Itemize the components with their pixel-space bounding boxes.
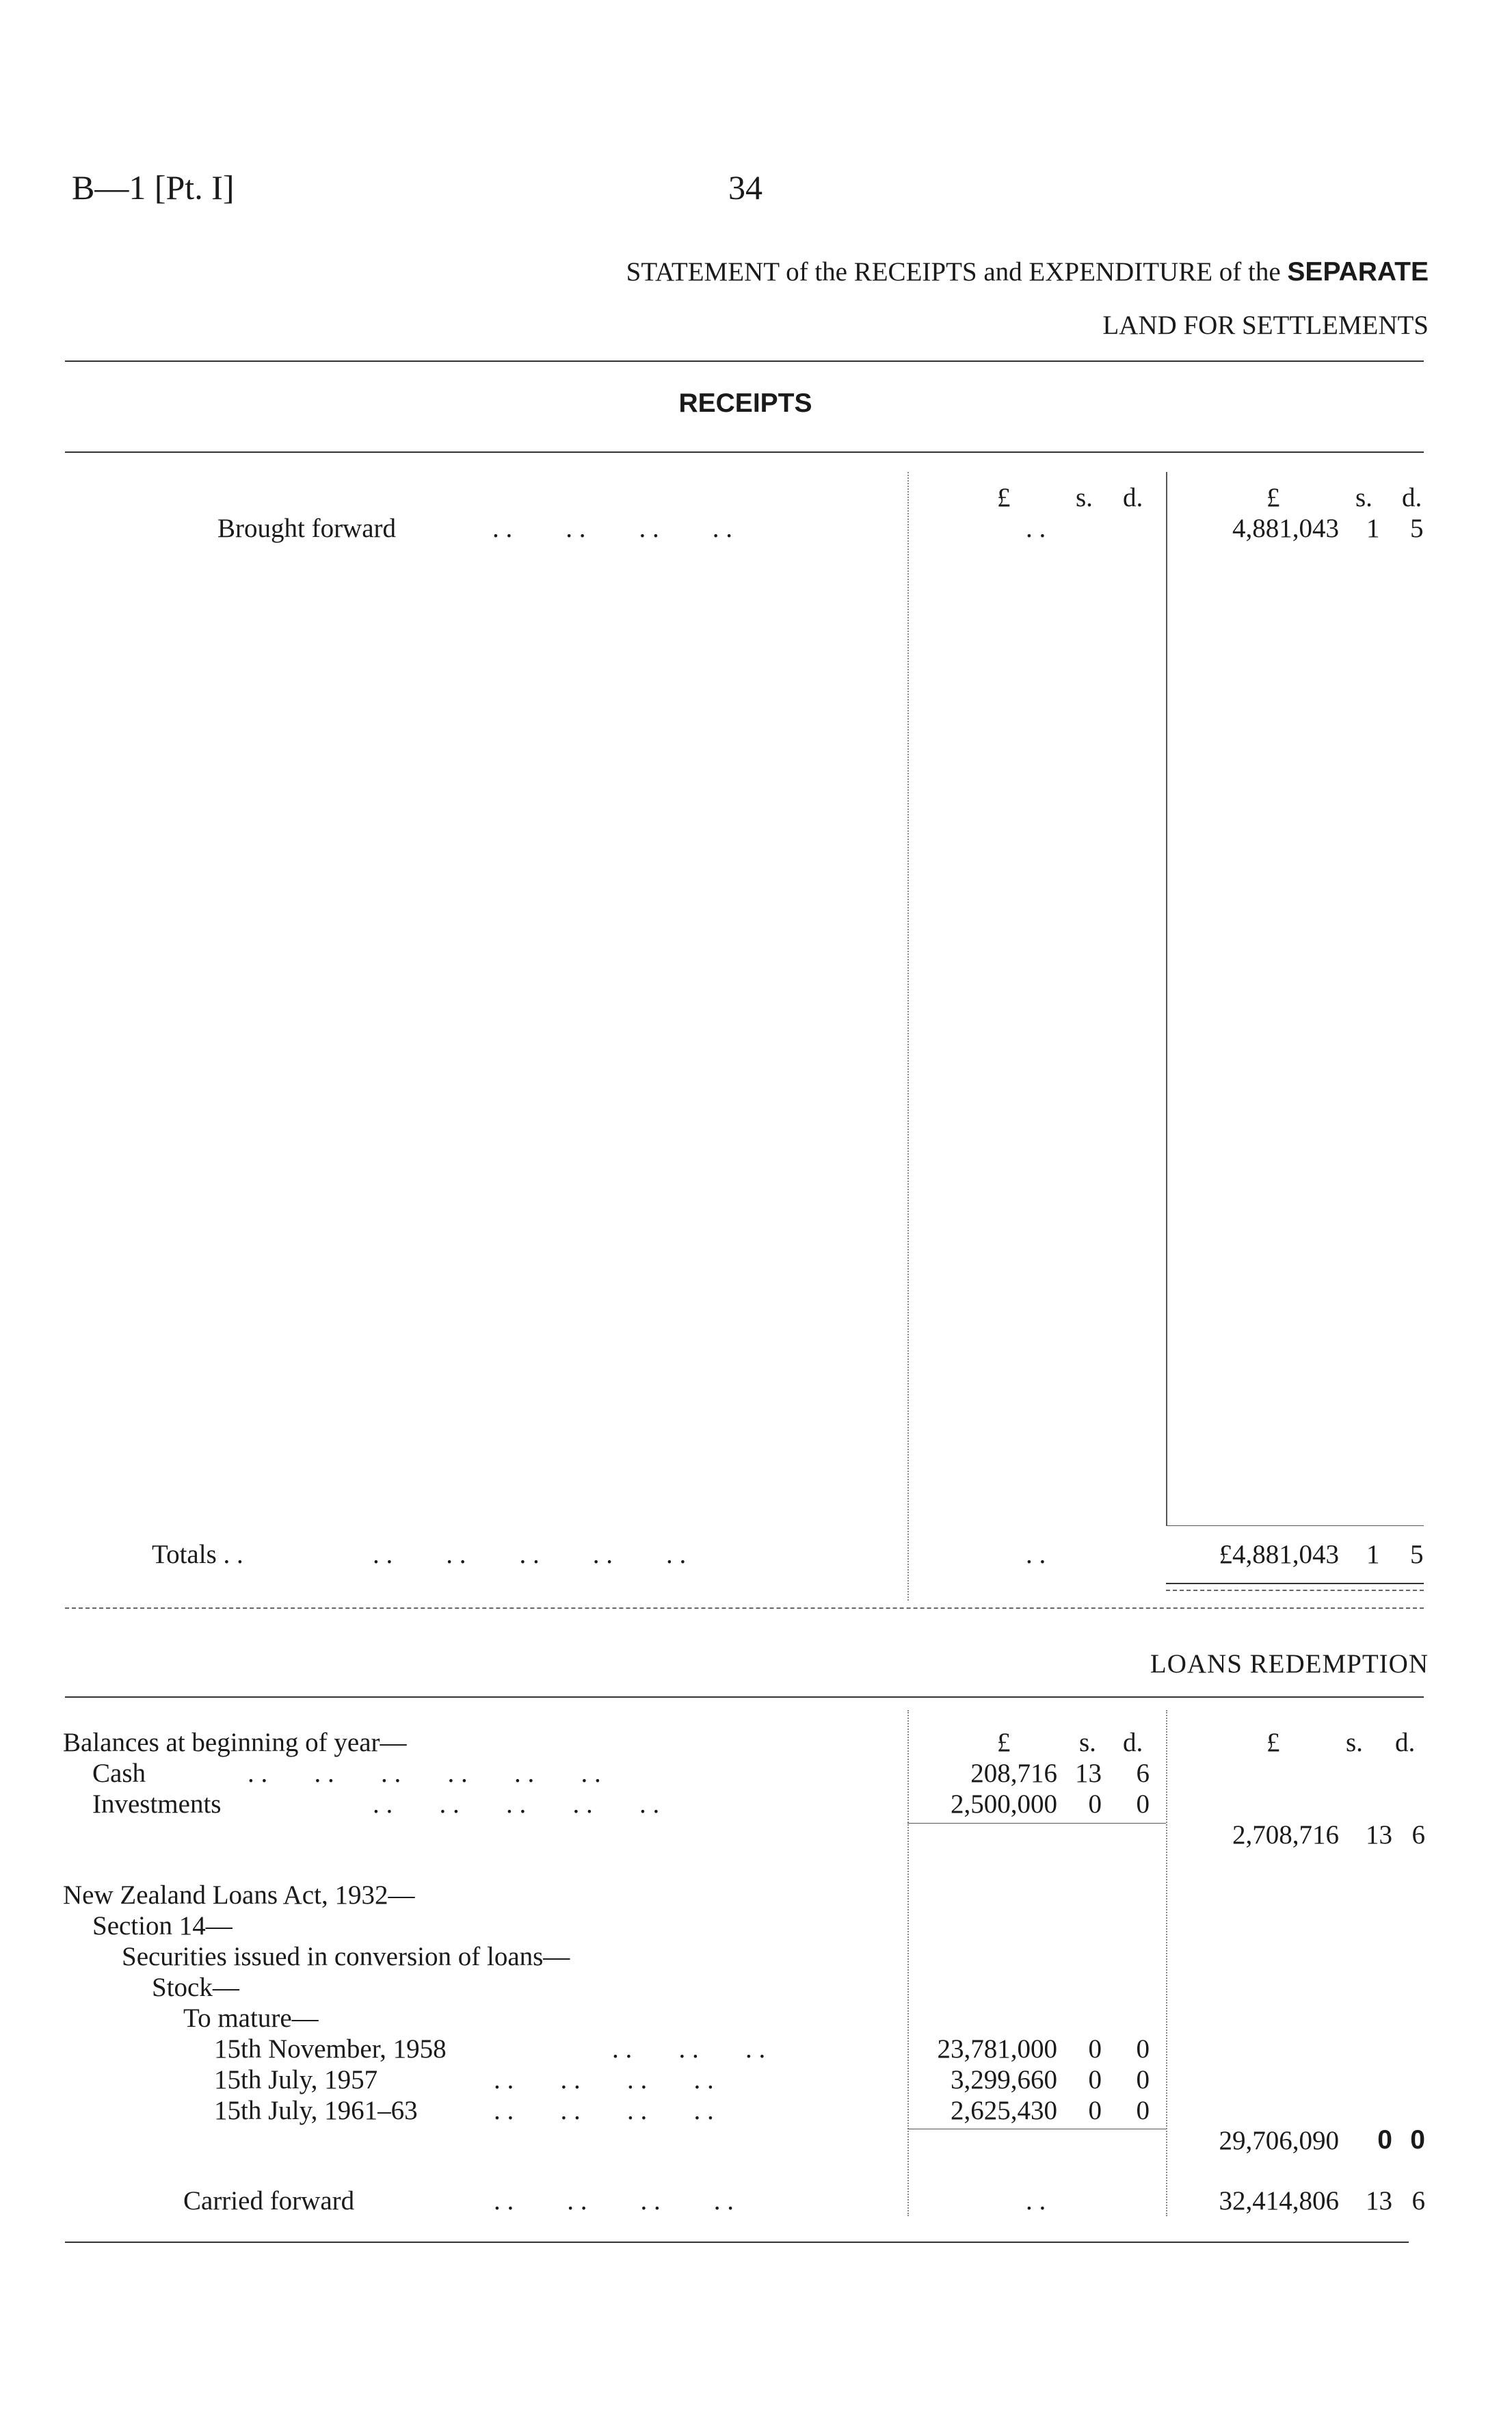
loans-redemption-heading: LOANS REDEMPTION xyxy=(1150,1649,1429,1679)
column-rule-outer-loans xyxy=(1166,1710,1167,2216)
statement-title-line1 xyxy=(626,257,1429,287)
totals-shillings: 1 xyxy=(1366,1540,1380,1569)
stock-row-pence: 0 xyxy=(1136,2096,1150,2125)
page-number: 34 xyxy=(728,168,762,207)
carried-forward-inner-dots: . . xyxy=(1026,2186,1046,2216)
brought-forward-pounds: 4,881,043 xyxy=(1232,514,1339,543)
divider-bottom xyxy=(65,2242,1409,2243)
brought-forward-leaders: . . . . . . . . xyxy=(492,514,732,543)
section-label: Section 14— xyxy=(92,1911,233,1941)
totals-inner-dots: . . xyxy=(1026,1540,1046,1569)
stock-row-leaders: . . . . . . xyxy=(612,2034,766,2064)
totals-rule-above xyxy=(1166,1525,1424,1526)
balances-total-pounds: 2,708,716 xyxy=(1232,1820,1339,1850)
stock-row-pounds: 2,625,430 xyxy=(951,2096,1057,2125)
loans-unit-pence-outer: d. xyxy=(1395,1728,1416,1757)
securities-label: Securities issued in conversion of loans— xyxy=(122,1942,570,1971)
unit-pence-outer: d. xyxy=(1402,483,1422,512)
brought-forward-inner-dots: . . xyxy=(1026,514,1046,543)
unit-shilling-outer: s. xyxy=(1355,483,1372,512)
divider-top xyxy=(65,360,1424,362)
stock-label: Stock— xyxy=(152,1973,239,2002)
divider-loans xyxy=(65,1696,1424,1698)
brought-forward-label: Brought forward xyxy=(217,514,397,543)
totals-pence: 5 xyxy=(1410,1540,1424,1569)
unit-shilling-inner: s. xyxy=(1076,483,1093,512)
balances-subtotal-rule xyxy=(907,1823,1166,1824)
stock-row-leaders: . . . . . . . . xyxy=(494,2065,714,2094)
brought-forward-shillings: 1 xyxy=(1366,514,1380,543)
cash-pence: 6 xyxy=(1136,1759,1150,1788)
unit-pence-inner: d. xyxy=(1123,483,1143,512)
divider-receipts-end xyxy=(65,1607,1424,1609)
balances-total-shillings: 13 xyxy=(1366,1820,1392,1850)
cash-label: Cash xyxy=(92,1759,146,1788)
cash-pounds: 208,716 xyxy=(970,1759,1057,1788)
column-rule-inner-receipts xyxy=(907,472,909,1601)
unit-pound-inner: £ xyxy=(997,483,1011,512)
stocks-total-pence: 0 xyxy=(1410,2125,1425,2155)
brought-forward-pence: 5 xyxy=(1410,514,1424,543)
column-rule-inner-loans xyxy=(907,1710,909,2216)
carried-forward-leaders: . . . . . . . . xyxy=(494,2186,734,2216)
unit-pound-outer: £ xyxy=(1266,483,1280,512)
statement-title-bold: SEPARATE xyxy=(1287,257,1429,287)
stock-row-pence: 0 xyxy=(1136,2034,1150,2064)
carried-forward-pounds: 32,414,806 xyxy=(1219,2186,1339,2216)
loans-unit-shilling-outer: s. xyxy=(1346,1728,1363,1757)
investments-shillings: 0 xyxy=(1088,1789,1102,1819)
stock-row-pence: 0 xyxy=(1136,2065,1150,2094)
carried-forward-shillings: 13 xyxy=(1366,2186,1392,2216)
stock-row-shillings: 0 xyxy=(1088,2096,1102,2125)
stock-row-leaders: . . . . . . . . xyxy=(494,2096,714,2125)
loans-unit-pound-inner: £ xyxy=(997,1728,1011,1757)
divider-receipts xyxy=(65,451,1424,453)
stock-row-label: 15th November, 1958 xyxy=(214,2034,447,2064)
totals-double-rule-1 xyxy=(1166,1583,1424,1584)
statement-title-prefix: STATEMENT of the RECEIPTS and EXPENDITURE of the xyxy=(626,257,1281,287)
cash-shillings: 13 xyxy=(1075,1759,1102,1788)
carried-forward-label: Carried forward xyxy=(183,2186,355,2216)
totals-pounds: £4,881,043 xyxy=(1219,1540,1339,1569)
loans-unit-shilling-inner: s. xyxy=(1079,1728,1096,1757)
act-label: New Zealand Loans Act, 1932— xyxy=(63,1880,415,1910)
investments-label: Investments xyxy=(92,1789,222,1819)
stock-row-pounds: 3,299,660 xyxy=(951,2065,1057,2094)
stock-row-shillings: 0 xyxy=(1088,2065,1102,2094)
to-mature-label: To mature— xyxy=(183,2003,319,2033)
totals-label: Totals . . xyxy=(152,1540,243,1569)
totals-double-rule-2 xyxy=(1166,1590,1424,1591)
cash-leaders: . . . . . . . . . . . . xyxy=(248,1759,601,1788)
loans-unit-pound-outer: £ xyxy=(1266,1728,1280,1757)
stocks-total-pounds: 29,706,090 xyxy=(1219,2126,1339,2155)
investments-pence: 0 xyxy=(1136,1789,1150,1819)
investments-pounds: 2,500,000 xyxy=(951,1789,1057,1819)
totals-leaders: . . . . . . . . . . xyxy=(373,1540,687,1569)
carried-forward-pence: 6 xyxy=(1411,2186,1425,2216)
balances-label: Balances at beginning of year— xyxy=(63,1728,407,1757)
stock-row-shillings: 0 xyxy=(1088,2034,1102,2064)
stocks-total-shillings: 0 xyxy=(1377,2125,1392,2155)
statement-title-line2: LAND FOR SETTLEMENTS xyxy=(1102,311,1429,340)
balances-total-pence: 6 xyxy=(1411,1820,1425,1850)
stock-row-pounds: 23,781,000 xyxy=(937,2034,1057,2064)
document-code: B—1 [Pt. I] xyxy=(72,168,235,207)
loans-unit-pence-inner: d. xyxy=(1123,1728,1143,1757)
stock-row-label: 15th July, 1961–63 xyxy=(214,2096,418,2125)
stock-row-label: 15th July, 1957 xyxy=(214,2065,378,2094)
column-rule-outer-receipts xyxy=(1166,472,1167,1525)
investments-leaders: . . . . . . . . . . xyxy=(373,1789,660,1819)
receipts-heading: RECEIPTS xyxy=(678,389,812,418)
